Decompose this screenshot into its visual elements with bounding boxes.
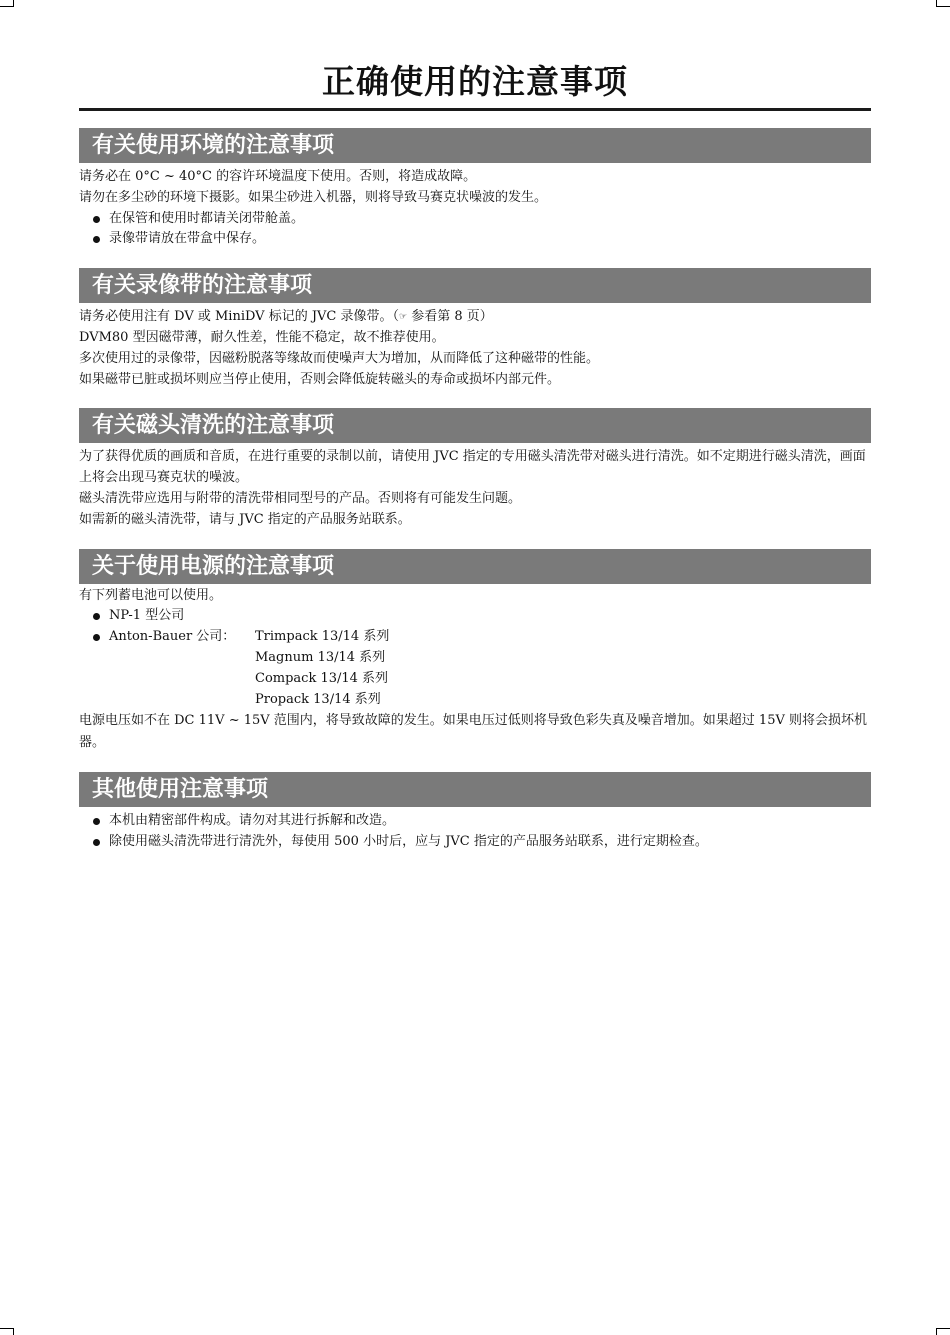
list-item: [79, 832, 871, 853]
section-heading-other: 其他使用注意事项: [79, 772, 871, 807]
bullet-icon: [93, 613, 100, 620]
crop-mark-bottom-left-v: [13, 1328, 14, 1335]
battery-model: Magnum 13/14 系列: [255, 649, 386, 665]
crop-mark-top-left-h: [0, 6, 14, 7]
paragraph: 多次使用过的录像带，因磁粉脱落等缘故而使噪声大为增加，从而降低了这种磁带的性能。: [79, 350, 600, 366]
page-reference-icon: ☞: [399, 312, 408, 323]
paragraph: 请勿在多尘砂的环境下摄影。如果尘砂进入机器，则将导致马赛克状噪波的发生。: [79, 189, 548, 205]
crop-mark-bottom-right-v: [936, 1328, 937, 1335]
section-heading-environment: 有关使用环境的注意事项: [79, 128, 871, 163]
paragraph: 为了获得优质的画质和音质，在进行重要的录制以前，请使用 JVC 指定的专用磁头清洗带对磁头进行清洗。如不定期进行磁头清洗，画面上将会出现马赛克状的噪波。: [79, 449, 866, 486]
crop-mark-top-left-v: [13, 0, 14, 7]
battery-model: Trimpack 13/14 系列: [255, 629, 390, 645]
title-rule: [79, 108, 871, 111]
bullet-icon: [93, 236, 100, 243]
list-item: [79, 229, 871, 250]
paragraph: 磁头清洗带应选用与附带的清洗带相同型号的产品。否则将有可能发生问题。: [79, 490, 522, 506]
paragraph: 如果磁带已脏或损坏则应当停止使用，否则会降低旋转磁头的寿命或损坏内部元件。: [79, 371, 561, 387]
list-item: [79, 209, 871, 230]
paragraph: [79, 307, 871, 328]
crop-mark-top-right-h: [936, 6, 950, 7]
list-item: [79, 811, 871, 832]
crop-mark-bottom-right-h: [936, 1328, 950, 1329]
crop-mark-top-right-v: [936, 0, 937, 7]
section-body-power: [79, 586, 871, 755]
list-item-text: 在保管和使用时都请关闭带舱盖。: [109, 210, 305, 226]
page-title: 正确使用的注意事项: [322, 62, 628, 101]
bullet-icon: [93, 818, 100, 825]
list-item-text: NP-1 型公司: [109, 608, 185, 624]
paragraph: 请务必在 0°C ~ 40°C 的容许环境温度下使用。否则，将造成故障。: [79, 169, 477, 184]
list-item-text: 录像带请放在带盒中保存。: [109, 231, 266, 247]
paragraph-text: 参看第 8 页）: [407, 309, 493, 325]
list-item: [79, 627, 871, 648]
section-heading-head-cleaning: 有关磁头清洗的注意事项: [79, 408, 871, 443]
crop-mark-bottom-left-h: [0, 1328, 14, 1329]
section-body-tape: [79, 307, 871, 390]
battery-model: Compack 13/14 系列: [255, 670, 389, 686]
paragraph-text: 请务必使用注有 DV 或 MiniDV 标记的 JVC 录像带。（: [79, 309, 400, 325]
section-heading-tape: 有关录像带的注意事项: [79, 268, 871, 303]
battery-model: Propack 13/14 系列: [255, 691, 381, 707]
paragraph: 如需新的磁头清洗带，请与 JVC 指定的产品服务站联系。: [79, 511, 411, 527]
section-body-other: [79, 811, 871, 853]
bullet-icon: [93, 634, 100, 641]
paragraph: DVM80 型因磁带薄，耐久性差，性能不稳定，故不推荐使用。: [79, 329, 445, 345]
list-item-text: 本机由精密部件构成。请勿对其进行拆解和改造。: [109, 813, 396, 829]
paragraph: 有下列蓄电池可以使用。: [79, 587, 223, 603]
list-item: [79, 606, 871, 627]
bullet-icon: [93, 839, 100, 846]
bullet-icon: [93, 216, 100, 223]
paragraph: 电源电压如不在 DC 11V ~ 15V 范围内，将导致故障的发生。如果电压过低则将导致色彩失真及噪音增加。如果超过 15V 则将会损坏机器。: [79, 713, 867, 751]
section-heading-power: 关于使用电源的注意事项: [79, 549, 871, 584]
section-body-head-cleaning: [79, 447, 871, 530]
document-page: [79, 58, 871, 853]
section-body-environment: [79, 167, 871, 250]
list-item-text: Anton-Bauer 公司：: [109, 629, 236, 645]
list-item-text: 除使用磁头清洗带进行清洗外，每使用 500 小时后，应与 JVC 指定的产品服务站联系，进行定期检查。: [109, 834, 708, 850]
